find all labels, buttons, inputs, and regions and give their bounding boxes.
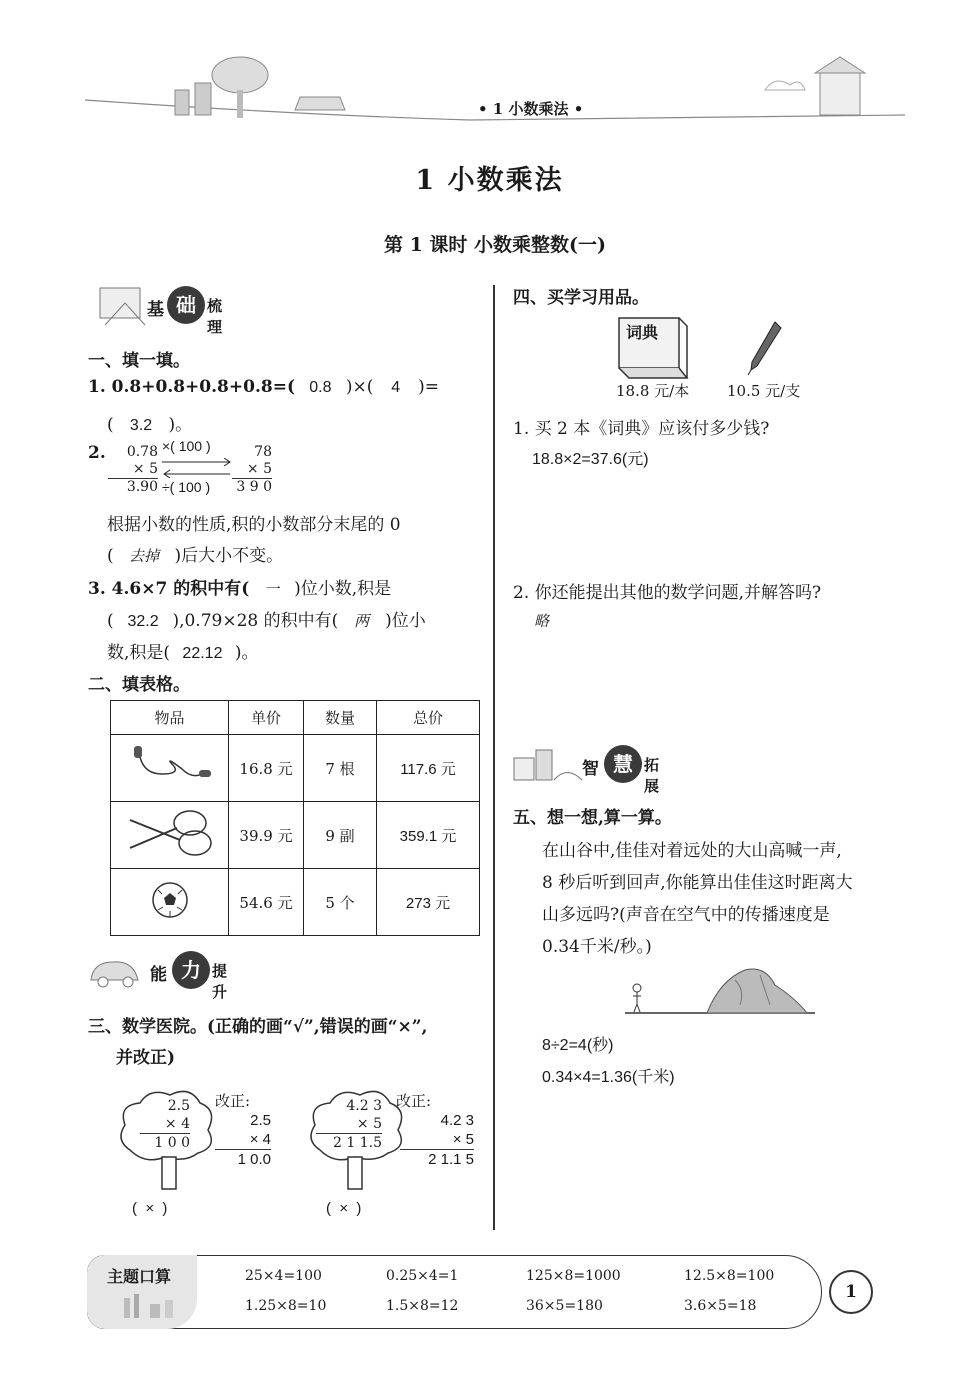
answer-4-1: 18.8×2=37.6(元) [532,451,649,468]
answer: 两 [354,612,370,630]
answer: 32.2 [127,613,159,630]
soccer-ball-icon [150,880,190,920]
answer: 22.12 [182,645,223,662]
mark-1: ( × ) [132,1200,168,1217]
wrong-calc-2: 4.2 3 × 5 2 1 1.5 [316,1097,382,1152]
answer-4-2: 略 [534,612,550,630]
jump-rope-icon [127,744,212,789]
oral-item: 12.5×8=100 [684,1268,775,1284]
answer-5-2: 0.34×4=1.36(千米) [542,1069,675,1086]
badminton-rackets-icon [125,808,215,858]
question-1-line-2: ( 3.2 )。 [107,415,193,435]
section-2-heading: 二、填表格。 [88,675,190,695]
chapter-title: 1 小数乘法 [415,165,564,196]
question-2-text-1: 根据小数的性质,积的小数部分末尾的 0 [107,515,401,535]
oral-calc-label: 主题口算 [107,1267,172,1286]
dictionary-price: 18.8 元/本 [616,382,690,400]
car-icon [88,950,148,995]
question-4-2: 2. 你还能提出其他的数学问题,并解答吗? [513,583,822,603]
pen-icon [745,318,785,378]
page-number: 1 [829,1270,873,1314]
question-3-line-2: ( 32.2 ),0.79×28 的积中有( 两 )位小 [107,611,426,631]
oral-item: 3.6×5=18 [684,1298,757,1314]
answer: 4 [391,379,401,396]
calc-left: 0.78 × 5 3.90 [108,444,158,496]
oral-item: 1.5×8=12 [386,1298,459,1314]
question-4-1: 1. 买 2 本《词典》应该付多少钱? [513,419,770,439]
table-header: 单价 [229,701,304,735]
table-header-row [111,701,480,735]
lesson-title: 第 1 课时 小数乘整数(一) [383,234,607,256]
table-header: 物品 [111,701,229,735]
total-cell: 273 元 [377,869,480,936]
running-title: • 1 小数乘法 • [478,100,584,118]
price-cell: 54.6 元 [229,869,304,936]
price-cell: 39.9 元 [229,802,304,869]
table-row [111,869,480,936]
badge-wisdom-b: 慧 [604,745,642,783]
item-cell [111,802,229,869]
section-1-heading: 一、填一填。 [88,351,190,371]
fix-label-2: 改正: [396,1092,432,1110]
badge-ability-b: 力 [172,951,210,989]
table-row [111,735,480,802]
qty-cell: 9 副 [304,802,377,869]
qty-cell: 7 根 [304,735,377,802]
badge-basic-a: 基 [147,300,164,320]
calc-right: 78 × 5 3 9 0 [232,444,272,496]
item-cell [111,869,229,936]
arrows-icon [160,458,235,478]
fix-calc-2: 4.2 3 × 5 2 1.1 5 [400,1111,474,1169]
wrong-calc-1: 2.5 × 4 1 0 0 [140,1097,190,1152]
column-divider [493,285,495,1230]
oral-calc-box [87,1255,822,1329]
problem-line-3: 山多远吗?(声音在空气中的传播速度是 [542,905,830,925]
qty-cell: 5 个 [304,869,377,936]
pen-price: 10.5 元/支 [727,382,801,400]
question-1-line-1: 1. 0.8+0.8+0.8+0.8=( 0.8 )×( 4 )= [88,377,440,397]
badge-basic-c: 梳理 [207,297,223,336]
answer: 一 [264,580,280,598]
section-4-heading: 四、买学习用品。 [513,288,649,308]
item-cell [111,735,229,802]
arrow-top-label: ×( 100 ) [162,438,211,454]
badge-ability-a: 能 [150,965,167,985]
badge-wisdom-c: 拓展 [644,756,660,795]
badge-wisdom-a: 智 [582,759,599,779]
answer: 0.8 [309,379,332,396]
section-3-heading-1: 三、数学医院。(正确的画“√”,错误的画“×”, [88,1017,428,1037]
badge-basic-b: 础 [167,286,205,324]
problem-line-2: 8 秒后听到回声,你能算出佳佳这时距离大 [542,873,853,893]
oral-item: 25×4=100 [245,1268,322,1284]
section-3-heading-2: 并改正) [116,1048,176,1068]
oral-item: 1.25×8=10 [245,1298,327,1314]
section-5-heading: 五、想一想,算一算。 [513,808,672,828]
answer: 去掉 [129,547,160,565]
goods-table [110,700,480,936]
books-icon [512,740,592,785]
total-cell: 359.1 元 [377,802,480,869]
slide-icon [95,283,155,328]
table-header: 总价 [377,701,480,735]
problem-line-1: 在山谷中,佳佳对着远处的大山高喊一声, [542,841,842,861]
table-header: 数量 [304,701,377,735]
dictionary-label: 词典 [626,323,659,342]
question-2-text-2: ( 去掉 )后大小不变。 [107,546,284,566]
question-3-line-3: 数,积是( 22.12 )。 [107,643,259,663]
mountain-scene-icon [625,960,815,1020]
fix-calc-1: 2.5 × 4 1 0.0 [215,1111,271,1169]
badge-ability-c: 提升 [212,962,228,1001]
question-3-line-1: 3. 4.6×7 的积中有( 一 )位小数,积是 [88,579,392,599]
question-2-number: 2. [88,443,106,463]
table-row [111,802,480,869]
arrow-bottom-label: ÷( 100 ) [162,479,211,495]
oral-item: 0.25×4=1 [386,1268,459,1284]
oral-item: 36×5=180 [526,1298,603,1314]
oral-item: 125×8=1000 [526,1268,621,1284]
header-decoration [0,55,979,135]
problem-line-4: 0.34千米/秒。) [542,937,652,957]
answer-5-1: 8÷2=4(秒) [542,1037,614,1054]
city-icon [110,1290,190,1320]
answer: 3.2 [129,417,153,434]
mark-2: ( × ) [326,1200,362,1217]
fix-label-1: 改正: [215,1092,251,1110]
price-cell: 16.8 元 [229,735,304,802]
total-cell: 117.6 元 [377,735,480,802]
